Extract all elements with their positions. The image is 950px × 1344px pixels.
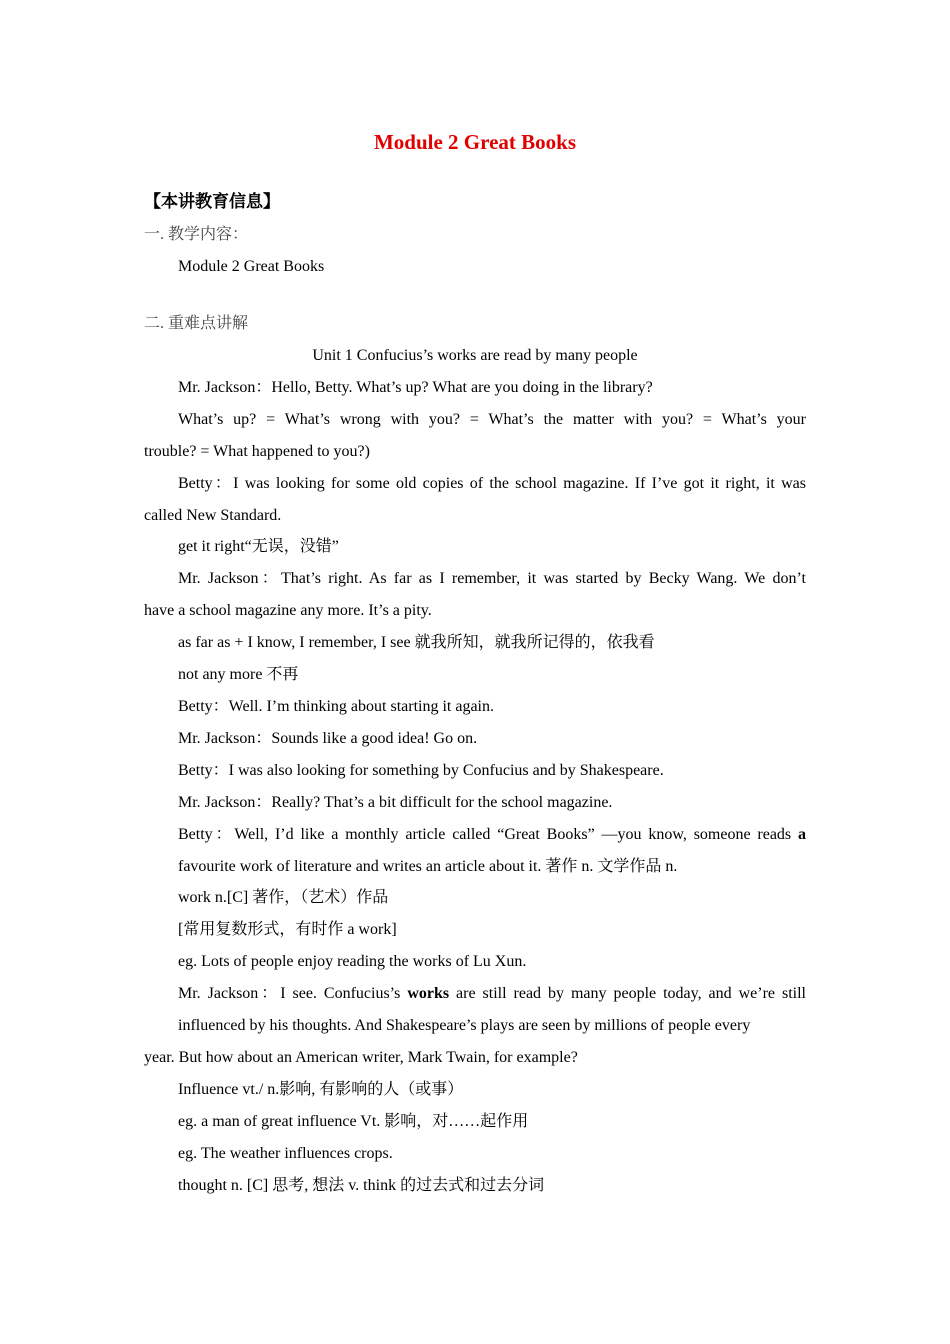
note-line: [常用复数形式，有时作 a work]	[178, 921, 397, 938]
dialogue-line: called New Standard.	[144, 507, 282, 524]
section-2-label: 二. 重难点讲解	[144, 315, 249, 332]
bold-word: a	[798, 826, 806, 843]
section-header: 【本讲教育信息】	[144, 192, 280, 212]
section-1-label: 一. 教学内容：	[144, 226, 249, 243]
dialogue-line: Betty：I was looking for some old copies of the school magazine. If I’ve got it right, it was	[178, 475, 807, 492]
example-line: eg. a man of great influence Vt. 影响，对……起作用	[178, 1113, 529, 1130]
dialogue-line	[178, 984, 806, 1004]
unit-title: Unit 1 Confucius’s works are read by many people	[312, 347, 638, 364]
note-line: work n.[C] 著作，（艺术）作品	[178, 889, 389, 906]
note-line: as far as + I know, I remember, I see 就我所知，就我所记得的，依我看	[178, 634, 655, 651]
dialogue-line: Betty：Well. I’m thinking about starting it again.	[178, 698, 494, 715]
dialogue-line: have a school magazine any more. It’s a pity.	[144, 602, 432, 619]
dialogue-text: Mr. Jackson：I see. Confucius’s	[178, 985, 408, 1002]
note-line: Influence vt./ n.影响, 有影响的人（或事）	[178, 1081, 464, 1098]
dialogue-text: Betty：Well, I’d like a monthly article called “Great Books” —you know, someone reads	[178, 826, 798, 843]
note-line: thought n. [C] 思考, 想法 v. think 的过去式和过去分词	[178, 1177, 545, 1194]
note-line: What’s up? = What’s wrong with you? = What’s the matter with you? = What’s your	[178, 411, 806, 428]
dialogue-line: Mr. Jackson：Hello, Betty. What’s up? What are you doing in the library?	[178, 379, 653, 396]
note-line: trouble? = What happened to you?)	[144, 443, 370, 460]
section-1-content: Module 2 Great Books	[178, 258, 325, 275]
note-line: get it right“无误，没错”	[178, 538, 339, 555]
dialogue-text: are still read by many people today, and we’re still	[449, 985, 806, 1002]
dialogue-line: favourite work of literature and writes an article about it. 著作 n. 文学作品 n.	[178, 858, 678, 875]
dialogue-line: Mr. Jackson：Sounds like a good idea! Go on.	[178, 730, 478, 747]
bold-word: works	[407, 985, 450, 1002]
dialogue-line: Betty：I was also looking for something by Confucius and by Shakespeare.	[178, 762, 664, 779]
page-title: Module 2 Great Books	[373, 130, 577, 154]
example-line: eg. Lots of people enjoy reading the works of Lu Xun.	[178, 953, 527, 970]
dialogue-line: Mr. Jackson：That’s right. As far as I remember, it was started by Becky Wang. We don’t	[178, 570, 807, 587]
note-line: not any more 不再	[178, 666, 299, 683]
dialogue-line: influenced by his thoughts. And Shakespeare’s plays are seen by millions of people every	[178, 1017, 751, 1034]
example-line: eg. The weather influences crops.	[178, 1145, 393, 1162]
dialogue-line: year. But how about an American writer, Mark Twain, for example?	[144, 1049, 578, 1066]
dialogue-line	[178, 825, 806, 845]
dialogue-line: Mr. Jackson：Really? That’s a bit difficult for the school magazine.	[178, 794, 613, 811]
